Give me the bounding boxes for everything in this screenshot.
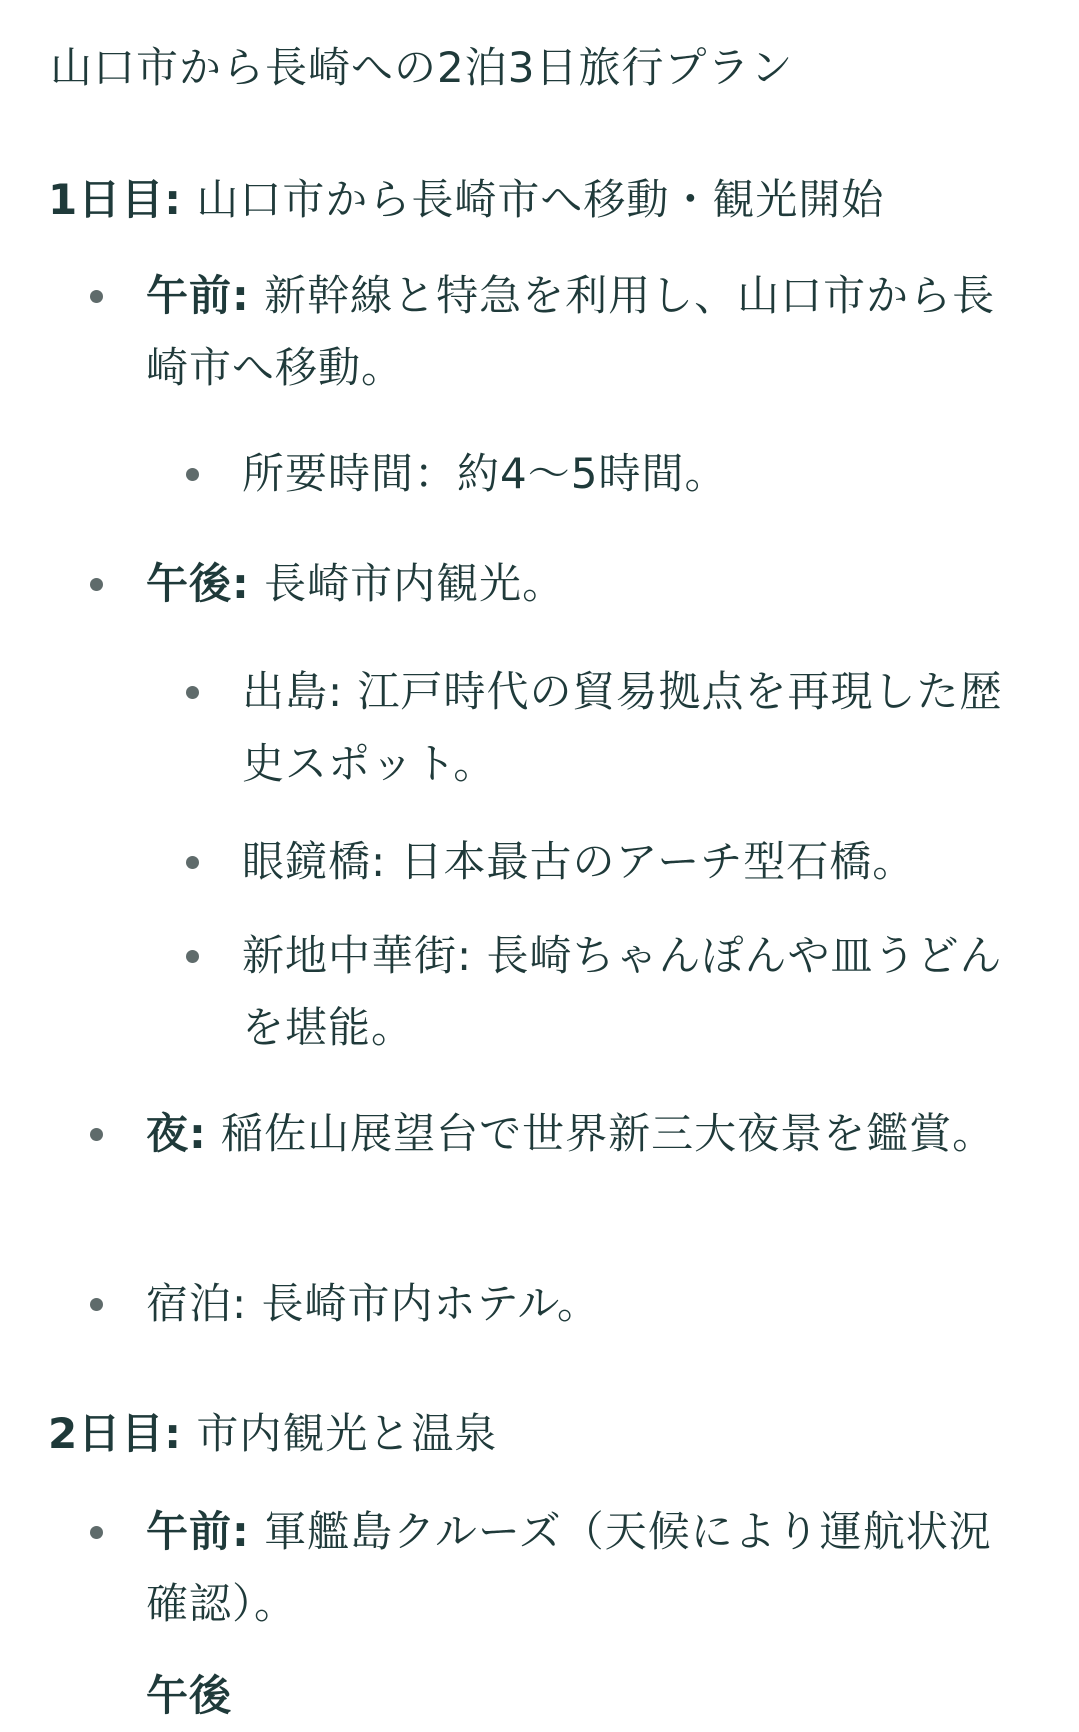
day2-heading-text: 市内観光と温泉	[182, 1409, 498, 1458]
day1-morning-sub-item: 所要時間：約4〜5時間。	[242, 449, 728, 498]
bullet-icon	[90, 290, 103, 303]
day1-stay-label: 宿泊:	[146, 1279, 248, 1328]
day2-heading-label: 2日目:	[48, 1409, 183, 1458]
day1-night-item	[146, 1098, 1026, 1170]
plan-title: 山口市から長崎への2泊3日旅行プラン	[50, 43, 794, 92]
bullet-icon	[186, 686, 199, 699]
day1-stay-text: 長崎市内ホテル。	[247, 1279, 601, 1328]
day2-morning-item	[146, 1496, 1026, 1640]
day1-heading-text: 山口市から長崎市へ移動・観光開始	[182, 175, 885, 224]
bullet-icon	[186, 468, 199, 481]
bullet-icon	[90, 1298, 103, 1311]
day1-afternoon-sub-item: 新地中華街: 長崎ちゃんぽんや皿うどんを堪能。	[242, 931, 1003, 1052]
day1-morning-label: 午前:	[146, 271, 250, 320]
bullet-icon	[186, 950, 199, 963]
bullet-icon	[90, 1526, 103, 1539]
day2-afternoon-label: 午後	[146, 1671, 233, 1720]
day1-morning-item	[146, 260, 1026, 404]
day1-afternoon-sub-item: 眼鏡橋: 日本最古のアーチ型石橋。	[242, 837, 916, 886]
day1-night-text: 稲佐山展望台で世界新三大夜景を鑑賞。	[206, 1109, 996, 1158]
day2-morning-label: 午前:	[146, 1507, 250, 1556]
day1-night-label: 夜:	[146, 1109, 207, 1158]
bullet-icon	[90, 578, 103, 591]
day1-afternoon-item	[146, 548, 1026, 620]
day1-morning-text: 新幹線と特急を利用し、山口市から長崎市へ移動。	[146, 271, 996, 392]
bullet-icon	[90, 1128, 103, 1141]
day1-afternoon-label: 午後:	[146, 559, 250, 608]
day1-stay-item	[146, 1268, 1026, 1340]
day1-afternoon-sub-item: 出島: 江戸時代の貿易拠点を再現した歴史スポット。	[242, 667, 1003, 788]
day2-heading	[48, 1404, 497, 1464]
bullet-icon	[186, 856, 199, 869]
day1-afternoon-text: 長崎市内観光。	[249, 559, 566, 608]
day2-afternoon-partial	[146, 1660, 1026, 1732]
day2-morning-text: 軍艦島クルーズ（天候により運航状況確認）。	[146, 1507, 992, 1628]
day1-heading	[48, 170, 884, 230]
day1-heading-label: 1日目:	[48, 175, 183, 224]
